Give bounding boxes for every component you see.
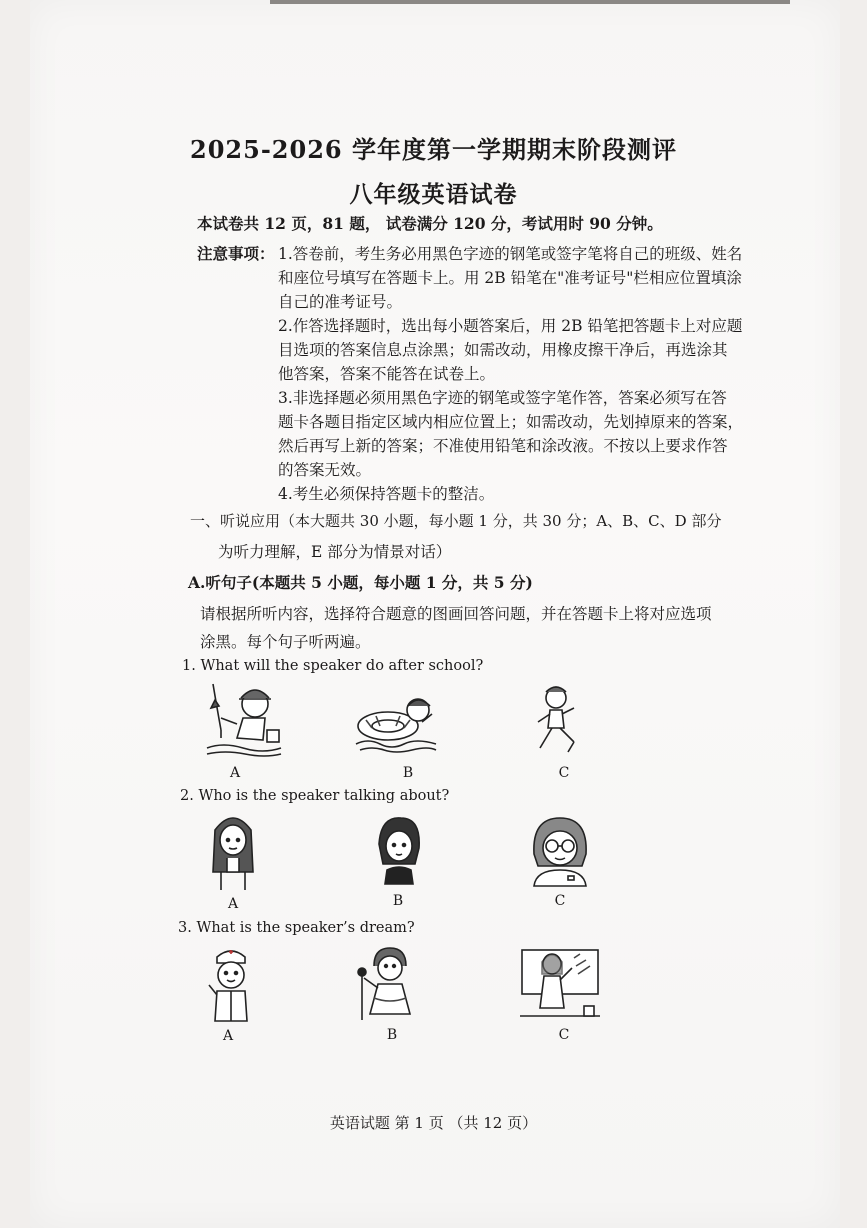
option-label-b: B	[392, 893, 404, 909]
notes-line: 和座位号填写在答题卡上。用 2B 铅笔在"准考证号"栏相应位置填涂	[278, 269, 742, 287]
notes-label: 注意事项：	[197, 244, 275, 263]
partA-title: A.听句子(本题共 5 小题，每小题 1 分，共 5 分)	[188, 573, 533, 592]
question-3-text: 3. What is the speaker’s dream?	[178, 920, 415, 936]
option-label-a: A	[229, 765, 241, 781]
exam-intro: 本试卷共 12 页，81 题， 试卷满分 120 分，考试用时 90 分钟。	[197, 214, 663, 233]
notes-line: 题卡各题目指定区域内相应位置上；如需改动，先划掉原来的答案，	[278, 413, 744, 431]
partA-instruction: 请根据所听内容，选择符合题意的图画回答问题，并在答题卡上将对应选项	[200, 605, 712, 623]
notes-line: 的答案无效。	[278, 461, 372, 479]
swimming-picture	[352, 692, 440, 754]
question-1-text: 1. What will the speaker do after school?	[182, 658, 484, 674]
glasses-woman-picture	[528, 814, 592, 890]
question-2-text: 2. Who is the speaker talking about?	[180, 788, 450, 804]
page-footer: 英语试题 第 1 页 （共 12 页）	[329, 1114, 538, 1132]
long-hair-girl-picture	[207, 810, 259, 892]
notes-line: 目选项的答案信息点涂黑；如需改动，用橡皮擦干净后，再选涂其	[278, 341, 728, 359]
exam-title: 2025-2026 学年度第一学期期末阶段测评	[190, 135, 677, 164]
option-label-a: A	[227, 896, 239, 912]
option-label-a: A	[222, 1028, 234, 1044]
option-label-b: B	[386, 1027, 398, 1043]
scan-edge-line	[270, 0, 790, 4]
short-hair-woman-picture	[373, 814, 425, 886]
option-label-c: C	[554, 893, 566, 909]
section1-heading-cont: 为听力理解，E 部分为情景对话）	[218, 543, 452, 561]
option-label-c: C	[558, 1027, 570, 1043]
teacher-picture	[518, 944, 602, 1022]
notes-line: 然后再写上新的答案；不准使用铅笔和涂改液。不按以上要求作答	[278, 437, 728, 455]
notes-line: 3.非选择题必须用黑色字迹的钢笔或签字笔作答，答案必须写在答	[278, 389, 727, 407]
doctor-picture	[205, 943, 257, 1025]
option-label-b: B	[402, 765, 414, 781]
option-label-c: C	[558, 765, 570, 781]
partA-instruction-cont: 涂黑。每个句子听两遍。	[200, 633, 371, 651]
notes-line: 自己的准考证号。	[278, 293, 403, 311]
running-girl-picture	[528, 680, 586, 756]
singer-picture	[352, 944, 424, 1022]
notes-line: 2.作答选择题时，选出每小题答案后，用 2B 铅笔把答题卡上对应题	[278, 317, 743, 335]
notes-line: 1.答卷前，考生务必用黑色字迹的钢笔或签字笔将自己的班级、姓名	[278, 245, 743, 263]
section1-heading: 一、听说应用（本大题共 30 小题，每小题 1 分，共 30 分；A、B、C、D 部分	[190, 512, 722, 530]
notes-line: 4.考生必须保持答题卡的整洁。	[278, 485, 495, 503]
notes-line: 他答案，答案不能答在试卷上。	[278, 365, 496, 383]
fishing-boy-picture	[203, 678, 285, 760]
exam-subtitle: 八年级英语试卷	[349, 181, 518, 208]
